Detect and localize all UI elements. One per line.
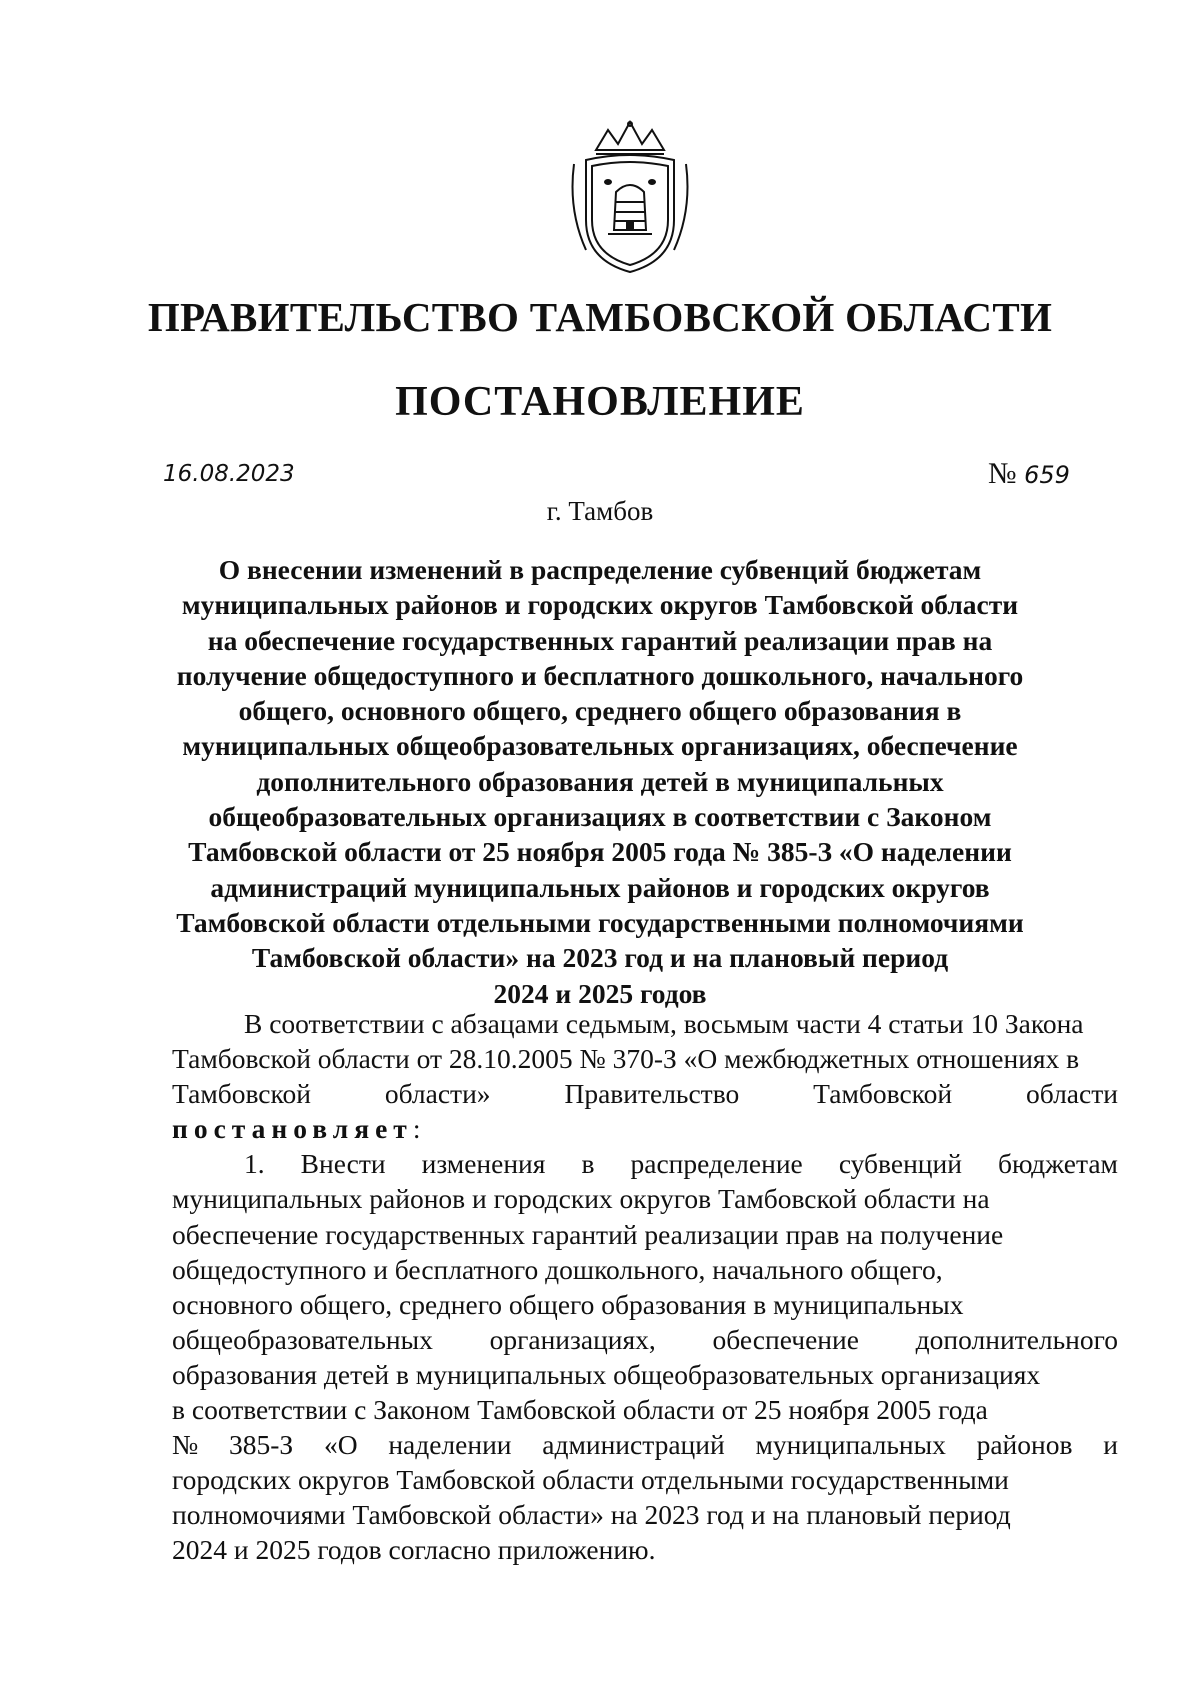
title-line: общеобразовательных организациях в соответствии с Законом	[208, 801, 992, 833]
word: Тамбовской	[172, 1078, 311, 1110]
word: бюджетам	[997, 1148, 1118, 1180]
item1-line: полномочиями Тамбовской области» на 2023 год и на плановый период	[172, 1499, 1011, 1531]
word: администраций	[542, 1429, 725, 1461]
resolves-word: постановляет	[172, 1113, 413, 1145]
word: и	[1103, 1429, 1118, 1461]
item1-line: образования детей в муниципальных общеобразовательных организациях	[172, 1358, 1041, 1390]
resolves-colon: :	[412, 1113, 421, 1145]
word: муниципальных	[755, 1429, 946, 1461]
word: 1.	[244, 1148, 265, 1180]
title-line: на обеспечение государственных гарантий реализации прав на	[207, 624, 993, 656]
resolves-line	[172, 1111, 1118, 1146]
title-line: Тамбовской области» на 2023 год и на плановый период	[251, 942, 949, 974]
word: районов	[976, 1429, 1073, 1461]
coat-of-arms-icon	[568, 120, 692, 274]
item1-line: в соответствии с Законом Тамбовской области от 25 ноября 2005 года	[172, 1394, 988, 1426]
organization-name: ПРАВИТЕЛЬСТВО ТАМБОВСКОЙ ОБЛАСТИ	[147, 294, 1053, 340]
document-title	[150, 552, 1050, 1011]
document-type: ПОСТАНОВЛЕНИЕ	[395, 379, 805, 425]
title-line: муниципальных общеобразовательных организациях, обеспечение	[182, 730, 1018, 762]
item1-line: основного общего, среднего общего образования в муниципальных	[172, 1288, 964, 1320]
document-date: 16.08.2023	[163, 461, 295, 487]
title-line: О внесении изменений в распределение субвенций бюджетам	[218, 554, 982, 585]
word: Внести	[300, 1148, 386, 1180]
document-number	[988, 457, 1070, 491]
word: изменения	[421, 1148, 546, 1180]
word: организациях,	[489, 1323, 656, 1355]
item1-line: муниципальных районов и городских округов Тамбовской области на	[172, 1183, 990, 1215]
item1-line: 2024 и 2025 годов согласно приложению.	[172, 1534, 656, 1566]
title-line: Тамбовской области отдельными государственными полномочиями	[176, 906, 1024, 938]
title-line: дополнительного образования детей в муниципальных	[256, 765, 944, 797]
city: г. Тамбов	[546, 496, 654, 526]
word: субвенций	[838, 1148, 962, 1180]
word: в	[581, 1148, 595, 1180]
document-body	[172, 1006, 1118, 1568]
word: 385-З	[229, 1429, 294, 1461]
word: распределение	[630, 1148, 803, 1180]
item1-line: городских округов Тамбовской области отдельными государственными	[172, 1464, 1009, 1496]
title-line: 2024 и 2025 годов	[493, 977, 707, 1009]
word: №	[172, 1429, 199, 1461]
item1-line	[172, 1322, 1118, 1357]
item1-line: обеспечение государственных гарантий реализации прав на получение	[172, 1218, 1004, 1250]
item1-line: общедоступного и бесплатного дошкольного, начального общего,	[172, 1253, 943, 1285]
word: «О	[323, 1429, 358, 1461]
word: Тамбовской	[813, 1078, 953, 1110]
preamble-line: В соответствии с абзацами седьмым, восьмым части 4 статьи 10 Закона	[244, 1008, 1084, 1039]
word: наделении	[388, 1429, 512, 1461]
number-sign: №	[988, 457, 1017, 490]
title-line: Тамбовской области от 25 ноября 2005 года № 385-З «О наделении	[188, 836, 1012, 868]
title-line: общего, основного общего, среднего общего образования в	[238, 695, 962, 727]
number-value: 659	[1024, 461, 1070, 489]
word: общеобразовательных	[172, 1323, 433, 1355]
word: обеспечение	[712, 1323, 859, 1355]
word: области»	[384, 1078, 491, 1110]
item1-line	[172, 1427, 1118, 1462]
item1-line	[172, 1146, 1118, 1181]
title-line: получение общедоступного и бесплатного дошкольного, начального	[176, 659, 1024, 691]
title-line: муниципальных районов и городских округов Тамбовской области	[181, 589, 1019, 621]
preamble-line: Тамбовской области от 28.10.2005 № 370-З «О межбюджетных отношениях в	[172, 1043, 1080, 1075]
preamble-line	[172, 1076, 1118, 1111]
word: области	[1026, 1078, 1118, 1110]
word: Правительство	[564, 1078, 740, 1110]
word: дополнительного	[915, 1323, 1118, 1355]
title-line: администраций муниципальных районов и городских округов	[210, 871, 990, 903]
